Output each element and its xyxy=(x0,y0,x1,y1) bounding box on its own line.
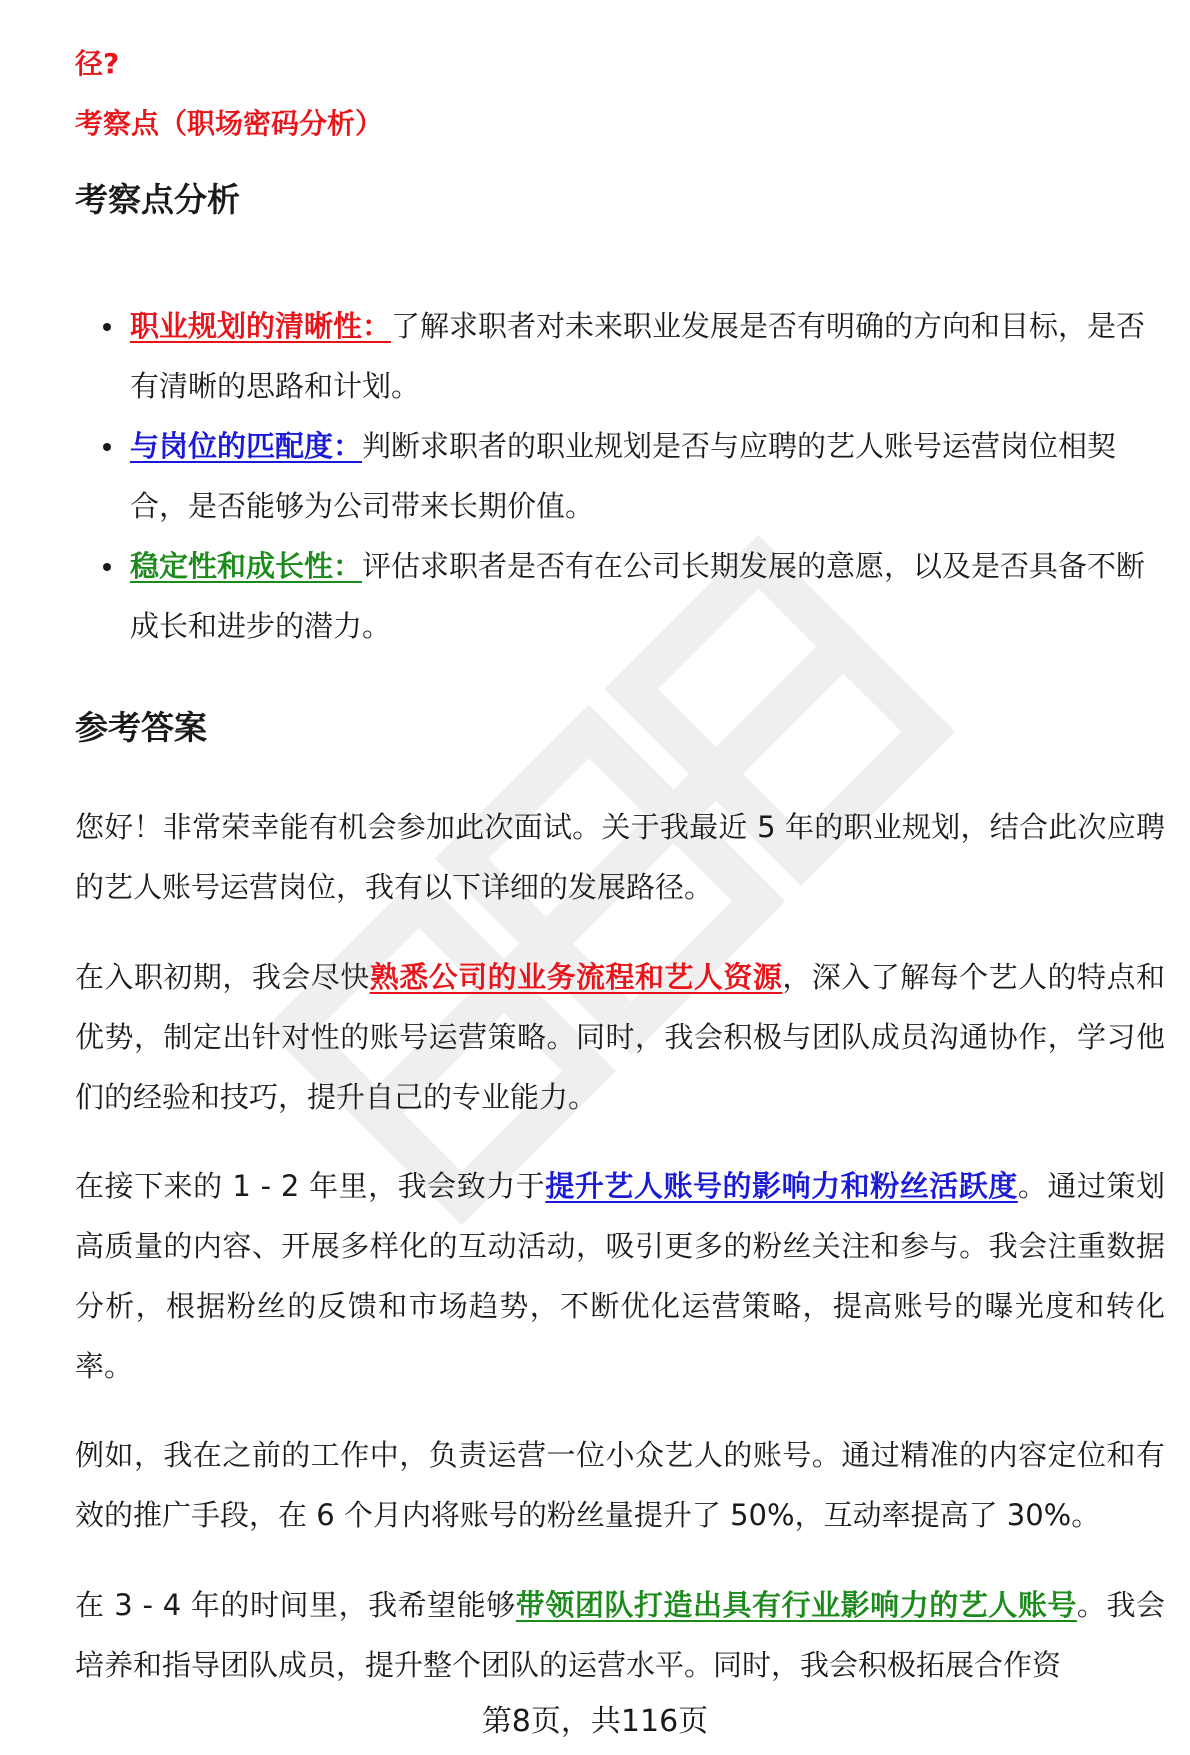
paragraph-text: 。我会培养和指导团队成员，提升整个团队的运营水平。同时，我会积极拓展合作资 xyxy=(75,1588,1165,1682)
point-label: 稳定性和成长性： xyxy=(130,549,363,583)
point-text: 判断求职者的职业规划是否与应聘的艺人账号运营岗位相契合，是否能够为公司带来长期价值。 xyxy=(130,429,1117,523)
paragraph-text: 在 3 - 4 年的时间里，我希望能够 xyxy=(75,1588,516,1622)
highlight-text: 提升艺人账号的影响力和粉丝活跃度 xyxy=(545,1169,1018,1203)
answer-paragraph xyxy=(75,1575,1165,1695)
point-text: 了解求职者对未来职业发展是否有明确的方向和目标，是否有清晰的思路和计划。 xyxy=(130,309,1146,403)
answer-paragraph xyxy=(75,947,1165,1127)
answer-paragraph xyxy=(75,797,1165,917)
list-item xyxy=(75,536,1165,656)
paragraph-text: ，深入了解每个艺人的特点和优势，制定出针对性的账号运营策略。同时，我会积极与团队成员沟通协作，学习他们的经验和技巧，提升自己的专业能力。 xyxy=(75,960,1165,1114)
paragraph-text: 在入职初期，我会尽快 xyxy=(75,960,370,994)
section-heading-analysis: 考察点分析 xyxy=(75,180,240,219)
point-text: 评估求职者是否有在公司长期发展的意愿，以及是否具备不断成长和进步的潜力。 xyxy=(130,549,1146,643)
highlight-text: 熟悉公司的业务流程和艺人资源 xyxy=(369,960,783,994)
paragraph-text: 在接下来的 1 - 2 年里，我会致力于 xyxy=(75,1169,546,1203)
highlight-text: 带领团队打造出具有行业影响力的艺人账号 xyxy=(515,1588,1077,1622)
section-heading-answer: 参考答案 xyxy=(75,708,207,747)
paragraph-text: 例如，我在之前的工作中，负责运营一位小众艺人的账号。通过精准的内容定位和有效的推广手段，在 6 个月内将账号的粉丝量提升了 50%，互动率提高了 30%。 xyxy=(75,1438,1165,1532)
continuation-text: 径? xyxy=(75,47,120,80)
paragraph-text: 您好！非常荣幸能有机会参加此次面试。关于我最近 5 年的职业规划，结合此次应聘的艺人账号运营岗位，我有以下详细的发展路径。 xyxy=(75,810,1165,904)
list-item xyxy=(75,416,1165,536)
list-item xyxy=(75,296,1165,416)
subtitle: 考察点（职场密码分析） xyxy=(75,107,384,140)
answer-paragraph xyxy=(75,1425,1165,1545)
analysis-list xyxy=(75,296,1165,656)
point-label: 职业规划的清晰性： xyxy=(130,309,392,343)
answer-paragraph xyxy=(75,1156,1165,1396)
paragraph-text: 。通过策划高质量的内容、开展多样化的互动活动，吸引更多的粉丝关注和参与。我会注重数据分析，根据粉丝的反馈和市场趋势，不断优化运营策略，提高账号的曝光度和转化率。 xyxy=(75,1169,1165,1383)
page-number: 第8页，共116页 xyxy=(481,1704,709,1739)
point-label: 与岗位的匹配度： xyxy=(130,429,363,463)
